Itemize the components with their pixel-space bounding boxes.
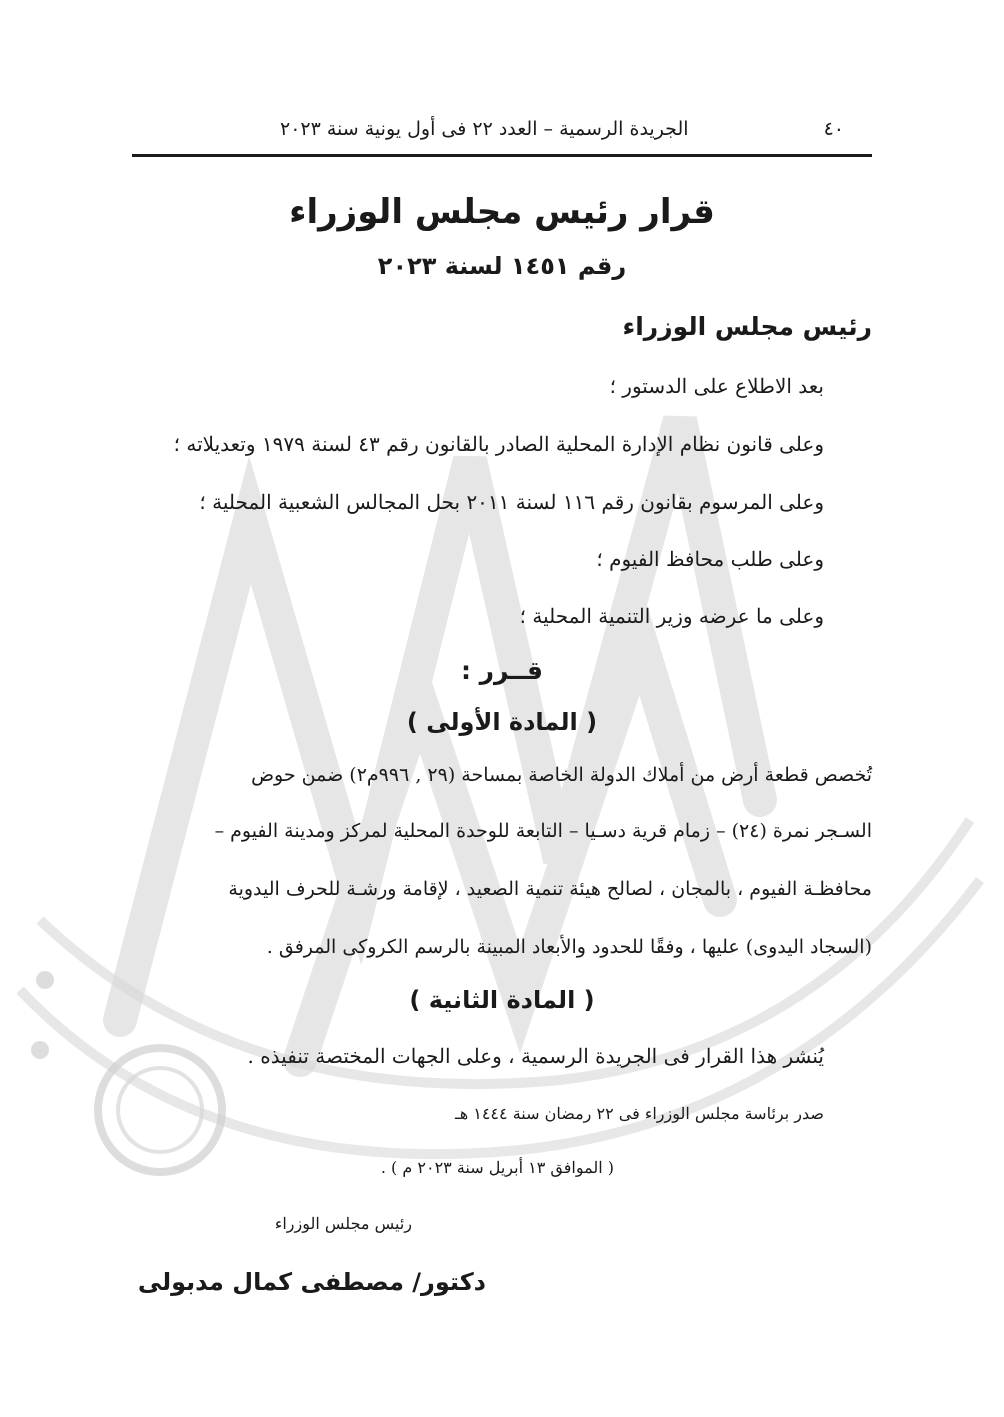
preamble-line: وعلى قانون نظام الإدارة المحلية الصادر بالقانون رقم ٤٣ لسنة ١٩٧٩ وتعديلاته ؛ [173, 432, 824, 456]
signatory-name: دكتور/ مصطفى كمال مدبولى [137, 1268, 486, 1296]
issued-line: صدر برئاسة مجلس الوزراء فى ٢٢ رمضان سنة ١٤٤٤ هـ [455, 1104, 824, 1123]
preamble-line: بعد الاطلاع على الدستور ؛ [609, 374, 824, 398]
decree-title: قرار رئيس مجلس الوزراء [289, 192, 715, 232]
signatory-title: رئيس مجلس الوزراء [274, 1214, 412, 1233]
corresponding-date-line: ( الموافق ١٣ أبريل سنة ٢٠٢٣ م ) . [380, 1158, 614, 1177]
article1-line: محافظـة الفيوم ، بالمجان ، لصالح هيئة تنمية الصعيد ، لإقامة ورشـة للحرف اليدوية [228, 878, 872, 900]
article2-heading: ( المادة الثانية ) [409, 986, 595, 1014]
article1-line: السـجر نمرة (٢٤) – زمام قرية دسـيا – التابعة للوحدة المحلية لمركز ومدينة الفيوم – [214, 820, 872, 842]
page-number: ٤٠ [823, 118, 844, 140]
header-rule [132, 154, 872, 157]
article1-line: تُخصص قطعة أرض من أملاك الدولة الخاصة بمساحة (٢٩ , ٩٩٦م٢) ضمن حوض [251, 764, 872, 786]
decree-number: رقم ١٤٥١ لسنة ٢٠٢٣ [377, 252, 627, 280]
preamble-line: وعلى طلب محافظ الفيوم ؛ [596, 547, 824, 571]
watermark-emblem [98, 1048, 222, 1172]
article2-text: يُنشر هذا القرار فى الجريدة الرسمية ، وعلى الجهات المختصة تنفيذه . [247, 1044, 824, 1068]
running-header [132, 112, 872, 152]
decided-heading: قــرر : [460, 656, 544, 685]
gazette-issue-line: الجريدة الرسمية – العدد ٢٢ فى أول يونية سنة ٢٠٢٣ [280, 118, 689, 140]
preamble-line: وعلى ما عرضه وزير التنمية المحلية ؛ [519, 604, 824, 628]
article1-line: (السجاد اليدوى) عليها ، وفقًا للحدود والأبعاد المبينة بالرسم الكروكى المرفق . [266, 936, 872, 958]
issuer-heading: رئيس مجلس الوزراء [622, 312, 872, 341]
article1-heading: ( المادة الأولى ) [406, 708, 598, 736]
preamble-line: وعلى المرسوم بقانون رقم ١١٦ لسنة ٢٠١١ بحل المجالس الشعبية المحلية ؛ [199, 490, 824, 514]
